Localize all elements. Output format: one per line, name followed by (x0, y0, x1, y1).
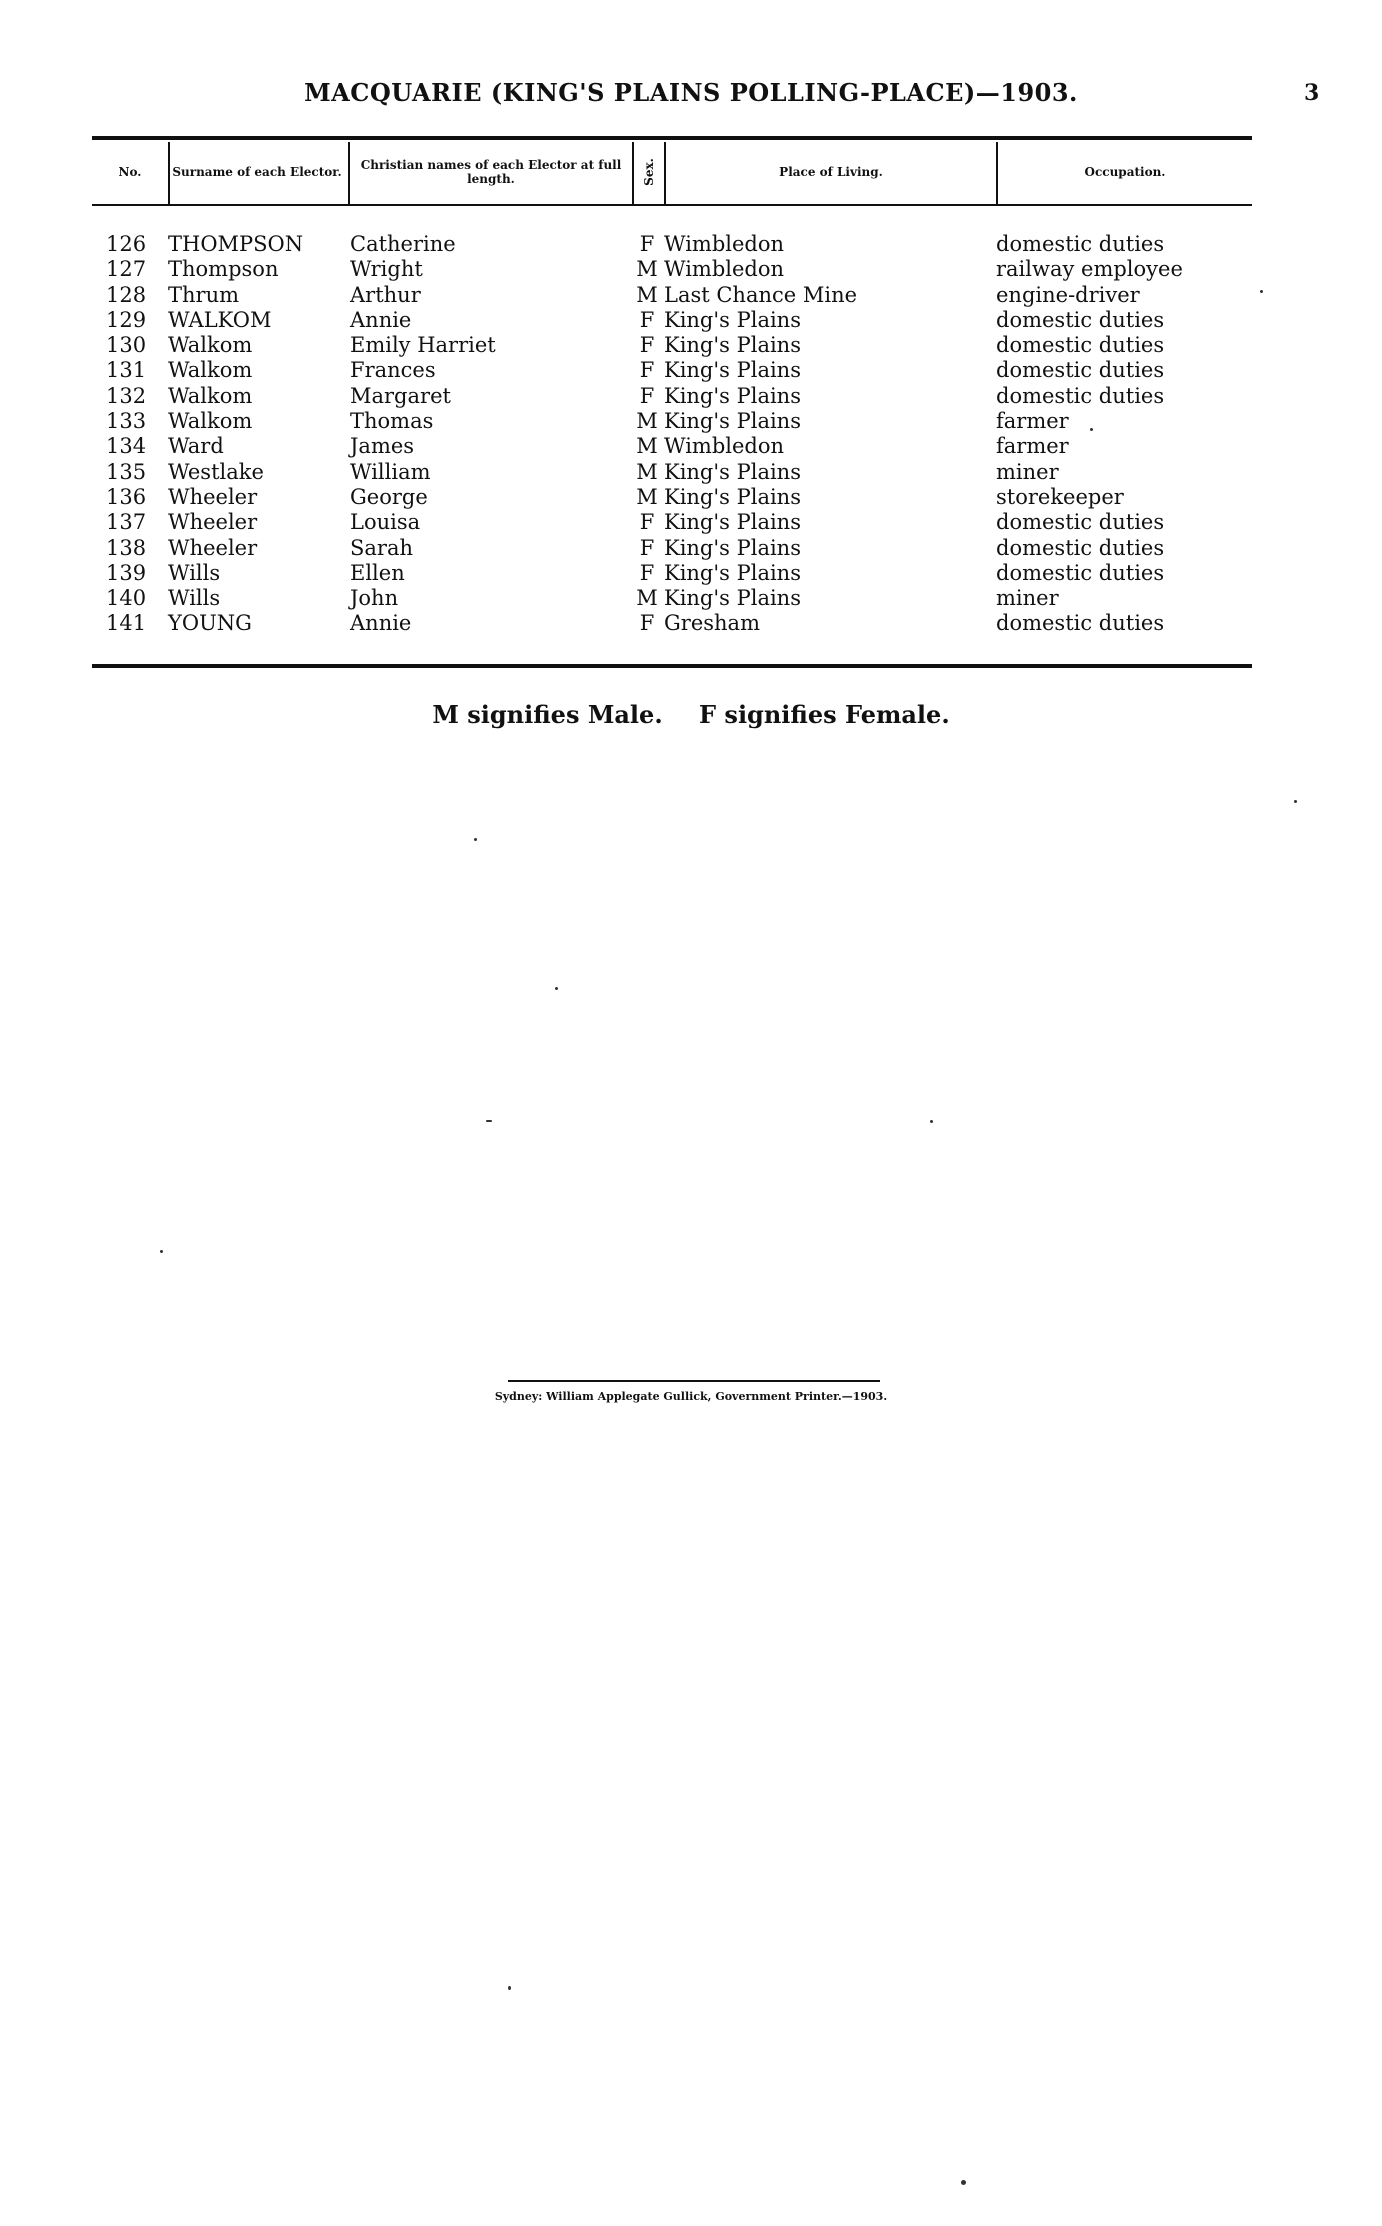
column-header-occupation: Occupation. (1084, 165, 1166, 179)
elector-occupation: miner (996, 586, 1059, 611)
elector-surname: Walkom (168, 409, 253, 434)
elector-occupation: engine-driver (996, 282, 1140, 307)
elector-place: Last Chance Mine (664, 282, 858, 307)
table-row (0, 333, 1382, 358)
elector-christian: William (350, 459, 431, 484)
elector-no: 135 (106, 459, 147, 484)
column-divider (168, 142, 170, 204)
column-header-place: Place of Living. (779, 165, 883, 179)
scan-speck (555, 987, 558, 990)
scan-speck (474, 838, 477, 841)
elector-place: King's Plains (664, 383, 801, 408)
elector-place: King's Plains (664, 510, 801, 535)
elector-place: King's Plains (664, 409, 801, 434)
elector-sex: F (639, 510, 655, 535)
elector-sex: M (636, 459, 658, 484)
elector-place: King's Plains (664, 459, 801, 484)
elector-occupation: domestic duties (996, 232, 1165, 256)
table-row (0, 308, 1382, 333)
scan-speck (1090, 428, 1093, 431)
elector-occupation: domestic duties (996, 383, 1165, 408)
table-bottom-rule (92, 664, 1252, 668)
elector-place: Wimbledon (664, 232, 785, 256)
elector-no: 138 (106, 535, 147, 560)
elector-occupation: domestic duties (996, 535, 1165, 560)
column-header-sex-cell (634, 142, 664, 202)
elector-occupation: farmer (996, 434, 1069, 459)
elector-christian: Frances (350, 358, 436, 383)
elector-place: King's Plains (664, 358, 801, 383)
column-header-christian: Christian names of each Elector at full length. (360, 158, 622, 186)
table-row (0, 434, 1382, 459)
elector-occupation: miner (996, 459, 1059, 484)
table-row (0, 485, 1382, 510)
elector-christian: George (350, 484, 428, 509)
table-row (0, 384, 1382, 409)
table-row (0, 611, 1382, 636)
elector-surname: Walkom (168, 358, 253, 383)
scan-speck (1260, 290, 1263, 293)
scan-speck (930, 1120, 933, 1123)
elector-surname: Wheeler (168, 535, 258, 560)
elector-surname: Walkom (168, 383, 253, 408)
elector-sex: M (636, 409, 658, 434)
elector-surname: Walkom (168, 333, 253, 358)
elector-surname: Thrum (168, 282, 240, 307)
table-row (0, 358, 1382, 383)
table-header-rule (92, 204, 1252, 206)
elector-christian: Annie (350, 307, 412, 332)
elector-occupation: domestic duties (996, 560, 1165, 585)
scan-speck (160, 1250, 163, 1253)
elector-christian: John (350, 586, 399, 611)
elector-occupation: railway employee (996, 257, 1183, 282)
printer-imprint: Sydney: William Applegate Gullick, Government Printer.—1903. (494, 1390, 888, 1403)
elector-place: King's Plains (664, 307, 801, 332)
elector-occupation: domestic duties (996, 510, 1165, 535)
elector-surname: Wheeler (168, 510, 258, 535)
elector-place: King's Plains (664, 586, 801, 611)
legend-male: M signifies Male. (432, 700, 663, 729)
elector-rows (0, 232, 1382, 637)
elector-place: King's Plains (664, 560, 801, 585)
scan-speck (1294, 800, 1297, 803)
elector-surname: WALKOM (168, 307, 272, 332)
elector-place: Wimbledon (664, 434, 785, 459)
elector-place: King's Plains (664, 333, 801, 358)
elector-no: 134 (106, 434, 147, 459)
elector-christian: Annie (350, 611, 412, 636)
column-header-no: No. (118, 165, 142, 179)
elector-surname: YOUNG (168, 611, 252, 636)
legend-female: F signifies Female. (699, 700, 950, 729)
elector-christian: Emily Harriet (350, 333, 496, 358)
elector-sex: F (639, 383, 655, 408)
elector-sex: F (639, 307, 655, 332)
elector-christian: Louisa (350, 510, 421, 535)
elector-no: 140 (106, 586, 147, 611)
elector-sex: F (639, 560, 655, 585)
elector-christian: Ellen (350, 560, 405, 585)
elector-sex: F (639, 535, 655, 560)
elector-no: 133 (106, 409, 147, 434)
elector-surname: Westlake (168, 459, 264, 484)
elector-no: 141 (106, 611, 147, 636)
elector-surname: Wills (168, 586, 221, 611)
elector-place: Gresham (664, 611, 760, 636)
elector-surname: Wills (168, 560, 221, 585)
elector-no: 136 (106, 484, 147, 509)
scan-speck (961, 2180, 966, 2185)
table-row (0, 283, 1382, 308)
elector-no: 127 (106, 257, 147, 282)
elector-occupation: domestic duties (996, 307, 1165, 332)
page-number: 3 (1304, 80, 1320, 106)
column-divider (996, 142, 998, 204)
elector-occupation: farmer (996, 409, 1069, 434)
elector-sex: F (639, 611, 655, 636)
elector-christian: James (350, 434, 415, 459)
elector-no: 129 (106, 307, 147, 332)
elector-no: 130 (106, 333, 147, 358)
elector-sex: M (636, 586, 658, 611)
table-row (0, 536, 1382, 561)
elector-no: 139 (106, 560, 147, 585)
elector-christian: Margaret (350, 383, 451, 408)
elector-christian: Catherine (350, 232, 456, 256)
page-title: MACQUARIE (KING'S PLAINS POLLING-PLACE)—1903. (304, 78, 1078, 107)
elector-no: 126 (106, 232, 147, 256)
sex-legend (0, 700, 1382, 729)
column-divider (664, 142, 666, 204)
elector-surname: Thompson (168, 257, 279, 282)
table-row (0, 232, 1382, 257)
table-row (0, 460, 1382, 485)
elector-no: 132 (106, 383, 147, 408)
elector-place: Wimbledon (664, 257, 785, 282)
elector-no: 131 (106, 358, 147, 383)
table-row (0, 409, 1382, 434)
elector-sex: F (639, 358, 655, 383)
elector-occupation: storekeeper (996, 484, 1124, 509)
column-divider (348, 142, 350, 204)
elector-occupation: domestic duties (996, 358, 1165, 383)
table-top-rule (92, 136, 1252, 140)
elector-surname: Wheeler (168, 484, 258, 509)
elector-christian: Thomas (350, 409, 434, 434)
elector-sex: F (639, 333, 655, 358)
elector-christian: Arthur (350, 282, 421, 307)
elector-surname: Ward (168, 434, 224, 459)
column-header-sex: Sex. (641, 158, 656, 186)
elector-sex: M (636, 434, 658, 459)
elector-sex: M (636, 282, 658, 307)
elector-place: King's Plains (664, 535, 801, 560)
elector-occupation: domestic duties (996, 611, 1165, 636)
elector-christian: Sarah (350, 535, 413, 560)
table-row (0, 510, 1382, 535)
elector-no: 137 (106, 510, 147, 535)
elector-sex: M (636, 484, 658, 509)
scan-speck (486, 1120, 492, 1122)
imprint-rule (508, 1380, 880, 1382)
elector-place: King's Plains (664, 484, 801, 509)
scan-speck (508, 1986, 511, 1990)
elector-surname: THOMPSON (168, 232, 304, 256)
table-row (0, 586, 1382, 611)
elector-sex: F (639, 232, 655, 256)
table-row (0, 561, 1382, 586)
elector-no: 128 (106, 282, 147, 307)
table-row (0, 257, 1382, 282)
elector-christian: Wright (350, 257, 423, 282)
elector-occupation: domestic duties (996, 333, 1165, 358)
column-header-surname: Surname of each Elector. (172, 165, 342, 179)
elector-sex: M (636, 257, 658, 282)
